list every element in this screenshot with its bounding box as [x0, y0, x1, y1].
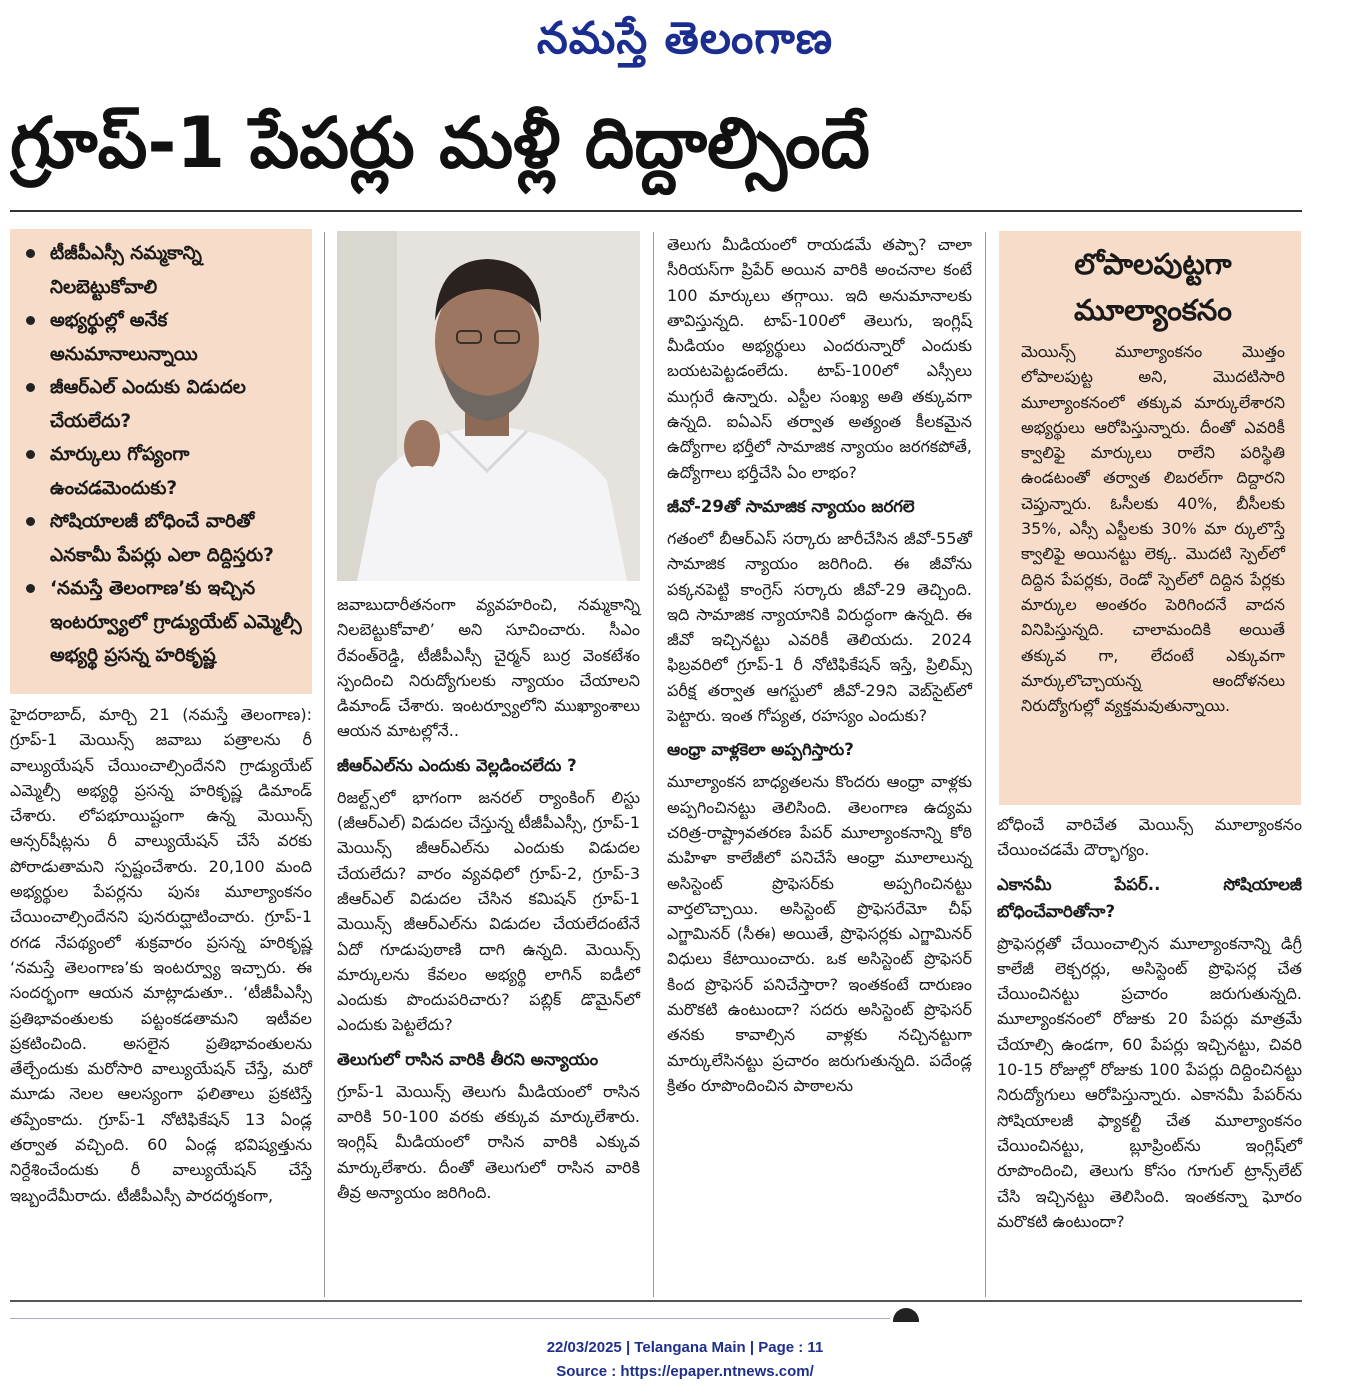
- interviewee-photo: [337, 231, 640, 581]
- article-headline: గ్రూప్‌-1 పేపర్లు మళ్లీ దిద్దాల్సిందే: [10, 102, 870, 184]
- highlights-box: [10, 229, 312, 694]
- section-subhead: జీఆర్‌ఎల్‌ను ఎందుకు వెల్లడించలేదు ?: [337, 755, 577, 775]
- bullet-icon: [26, 249, 35, 258]
- body-paragraph: బోధించే వారిచేత మెయిన్స్‌ మూల్యాంకనం చేయించడమే దౌర్భాగ్యం.: [997, 815, 1302, 860]
- article-column-2: [337, 592, 640, 1205]
- body-paragraph: హైదరాబాద్‌, మార్చి 21 (నమస్తే తెలంగాణ): గ్రూప్‌-1 మెయిన్స్‌ జవాబు పత్రాలను రీ వాల్యుయేషన్‌ చేయించాల్సిందేనని గ్రాడ్యుయేట్‌ ఎమ్మెల్సీ అభ్యర్థి ప్రసన్న హరికృష్ణ డిమాండ్‌ చేశారు. లోపభూయిష్టంగా ఉన్న మెయిన్స్‌ ఆన్సర్‌షీట్లను రీ వాల్యుయేషన్‌ చేసే వరకు పోరాడుతామని స్పష్టంచేశారు. 20,100 మంది అభ్యర్థుల పేపర్లను పునః మూల్యాంకనం చేయించాల్సిందేనని పునరుద్ఘాటించారు. గ్రూప్‌-1 రగడ నేపథ్యంలో శుక్రవారం ప్రసన్న హరికృష్ణ ‘నమస్తే తెలంగాణ’కు ఇంటర్వ్యూ ఇచ్చారు. ఈ సందర్భంగా ఆయన మాట్లాడుతూ.. ‘టీజీపీఎస్సీ ప్రతిభావంతులకు పట్టంకడతామని ఇటీవల ప్రకటించింది. అసలైన ప్రతిభావంతులను తేల్చేందుకు మరోసారి వాల్యుయేషన్‌ చేస్తే, మరో మూడు నెలల ఆలస్యంగా ఫలితాలు ప్రకటిస్తే తప్పేంకాదు. గ్రూప్‌-1 నోటిఫికేషన్‌ 13 ఏండ్ల తర్వాత వచ్చింది. 60 ఏండ్ల భవిష్యత్తును నిర్దేశించేందుకు రీ వాల్యుయేషన్‌ చేస్తే ఇబ్బందేమీరాదు. టీజీపీఎస్సీ పారదర్శకంగా,: [10, 705, 312, 1205]
- highlight-item: ‘నమస్తే తెలంగాణ’కు ఇచ్చిన ఇంటర్వ్యూలో గ్రాడ్యుయేట్‌ ఎమ్మెల్సీ అభ్యర్థి ప్రసన్న హరికృష్ణ: [24, 572, 304, 673]
- body-paragraph: తెలుగు మీడియంలో రాయడమే తప్పా? చాలా సీరియస్‌గా ప్రిపేర్‌ అయిన వారికి అంచనాల కంటే 100 మార్కులు తగ్గాయి. ఇది అనుమానాలకు తావిస్తున్నది. టాప్‌-100లో తెలుగు, ఇంగ్లిష్‌ మీడియం అభ్యర్థులు ఎందరున్నారో ఎందుకు బయటపెట్టడంలేదు. టాప్‌-100లో ఎస్సీలు ముగ్గురే ఉన్నారు. ఎస్టీల సంఖ్య అతి తక్కువగా ఉన్నది. ఐఏఎస్‌ తర్వాత అత్యంత కీలకమైన ఉద్యోగాల భర్తీలో సామాజిక న్యాయం జరగకపోతే, ఉద్యోగాలు భర్తీచేసి ఏం లాభం?: [667, 235, 972, 482]
- highlight-item: టీజీపీఎస్సీ నమ్మకాన్ని నిలబెట్టుకోవాలి: [24, 237, 304, 304]
- page-bottom-rule: [10, 1300, 1302, 1302]
- highlight-item: సోషియాలజీ బోధించే వారితో ఎనకామీ పేపర్లు ఎలా దిద్దిస్తరు?: [24, 505, 304, 572]
- body-paragraph: గతంలో బీఆర్‌ఎస్‌ సర్కారు జారీచేసిన జీవో-55తో సామాజిక న్యాయం జరిగింది. ఈ జీవోను పక్కనపెట్టి కాంగ్రెస్‌ సర్కారు జీవో-29 తెచ్చింది. ఇది సామాజిక న్యాయానికి విరుద్ధంగా ఉన్నది. ఈ జీవో ఇచ్చినట్టు ఎవరికీ తెలియదు. 2024 ఫిబ్రవరిలో గ్రూప్‌-1 రీ నోటిఫికేషన్‌ ఇస్తే, ప్రిలిమ్స్‌ పరీక్ష తర్వాత ఆగస్టులో జీవో-29ని వెబ్‌సైట్‌లో పెట్టారు. ఇంత గోప్యత, రహస్యం ఎందుకు?: [667, 528, 972, 726]
- highlight-item: జీఆర్‌ఎల్‌ ఎందుకు విడుదల చేయలేదు?: [24, 371, 304, 438]
- portrait-illustration: [337, 231, 640, 581]
- sidebar-box-body: మెయిన్స్‌ మూల్యాంకనం మొత్తం లోపాలపుట్ట అని, మొదటిసారి మూల్యాంకనంలో తక్కువ మార్కులేశారని అభ్యర్థులు ఆరోపిస్తున్నారు. దీంతో ఎవరికీ క్వాలిఫై మార్కులు రాలేని పరిస్థితి ఉండటంతో తర్వాత లిబరల్‌గా దిద్దారని చెప్తున్నారు. ఓసీలకు 40%, బీసీలకు 35%, ఎస్సీ ఎస్టీలకు 30% మా ర్కులొస్తే క్వాలిఫై అయినట్టు లెక్క. మొదటి స్పెల్‌లో దిద్దిన పేపర్లకు, రెండో స్పెల్‌లో దిద్దిన పేర్లకు మార్కుల అంతరం పెరిగిందనే వాదన వినిపిస్తున్నది. చాలామందికి అయితే తక్కువ గా, లేదంటే ఎక్కువగా మార్కులొచ్చాయన్న ఆందోళనలు నిరుద్యోగుల్లో వ్యక్తమవుతున్నాయి.: [1021, 342, 1285, 716]
- footer-source-link[interactable]: Source : https://epaper.ntnews.com/: [556, 1363, 814, 1380]
- next-article-marker: [893, 1308, 919, 1322]
- bullet-icon: [26, 584, 35, 593]
- highlight-item: మార్కులు గోప్యంగా ఉంచడమెందుకు?: [24, 438, 304, 505]
- article-column-3: [667, 232, 972, 1098]
- body-paragraph: ప్రొఫెసర్లతో చేయించాల్సిన మూల్యాంకనాన్ని డిగ్రీ కాలేజీ లెక్చరర్లు, అసిస్టెంట్‌ ప్రొఫెసర్ల చేత చేయించినట్టు ప్రచారం జరుగుతున్నది. మూల్యాంకనంలో రోజుకు 20 పేపర్లు మాత్రమే చేయాల్సి ఉండగా, 60 పేపర్లు ఇచ్చినట్టు, చివరి 10-15 రోజుల్లో రోజుకు 100 పేపర్లు దిద్దించినట్టు నిరుద్యోగులు ఆరోపిస్తున్నారు. ఎకానమీ పేపర్‌ను సోషియాలజీ ఫ్యాకల్టీ చేత మూల్యాంకనం చేయించినట్టు, బ్లూప్రింట్‌ను ఇంగ్లిష్‌లో రూపొందించి, తెలుగు కోసం గూగుల్‌ ట్రాన్స్‌లేట్‌ చేసి ఇచ్చినట్టు తెలిసింది. ఇంతకన్నా ఘోరం మరొకటి ఉంటుందా?: [997, 933, 1302, 1231]
- page-bottom-rule-secondary: [10, 1318, 890, 1319]
- page-footer: [0, 1336, 1370, 1384]
- footer-date-page: 22/03/2025 | Telangana Main | Page : 11: [546, 1339, 824, 1356]
- article-column-4: [997, 812, 1302, 1234]
- sidebar-box: [999, 231, 1301, 805]
- headline-rule: [10, 210, 1302, 212]
- section-subhead: జీవో-29తో సామాజిక న్యాయం జరగలె: [667, 496, 915, 516]
- body-paragraph: జవాబుదారీతనంగా వ్యవహరించి, నమ్మకాన్ని నిలబెట్టుకోవాలి’ అని సూచించారు. సీఎం రేవంత్‌రెడ్డి, టీజీపీఎస్సీ చైర్మన్‌ బుర్ర వెంకటేశం స్పందించి నిరుద్యోగులకు న్యాయం చేయాలని డిమాండ్‌ చేశారు. ఇంటర్వ్యూలోని ముఖ్యాంశాలు ఆయన మాటల్లోనే..: [337, 595, 640, 741]
- column-divider: [324, 232, 325, 1297]
- column-divider: [985, 232, 986, 1297]
- highlight-item: అభ్యర్థుల్లో అనేక అనుమానాలున్నాయి: [24, 304, 304, 371]
- bullet-icon: [26, 517, 35, 526]
- bullet-icon: [26, 450, 35, 459]
- section-subhead: ఎకానమీ పేపర్‌.. సోషియాలజీ బోధించేవారితోనా?: [997, 874, 1302, 921]
- body-paragraph: మూల్యాంకన బాధ్యతలను కొందరు ఆంధ్రా వాళ్లకు అప్పగించినట్టు తెలిసింది. తెలంగాణ ఉద్యమ చరిత్ర-రాష్ట్రావతరణ పేపర్‌ మూల్యాంకనాన్ని కోఠి మహిళా కాలేజీలో పనిచేసే ఆంధ్రా మూలాలున్న అసిస్టెంట్‌ ప్రొఫెసర్‌కు అప్పగించినట్టు వార్తలొచ్చాయి. అసిస్టెంట్‌ ప్రొఫెసరేమో చీఫ్‌ ఎగ్జామినర్‌ (సీఈ) అయితే, ప్రొఫెసర్లకు ఎగ్జామినర్‌ విధులు కేటాయించారు. ఒక అసిస్టెంట్‌ ప్రొఫెసర్‌ కింద ప్రొఫెసర్‌ పనిచేస్తారా? ఇంతకంటే దారుణం మరొకటి ఉంటుందా? సదరు అసిస్టెంట్‌ ప్రొఫెసర్‌ తనకు కావాల్సిన వాళ్లకు నచ్చినట్టుగా మార్కులేసినట్టు ప్రచారం జరుగుతున్నది. పదేండ్ల క్రితం రూపొందించిన పాఠాలను: [667, 772, 972, 1095]
- bullet-icon: [26, 383, 35, 392]
- column-divider: [653, 232, 654, 1297]
- body-paragraph: రిజల్ట్స్‌లో భాగంగా జనరల్‌ ర్యాంకింగ్‌ లిస్టు (జీఆర్‌ఎల్‌) విడుదల చేస్తున్న టీజీపీఎస్సీ, గ్రూప్‌-1 మెయిన్స్‌ జీఆర్‌ఎల్‌ను ఎందుకు విడుదల చేయలేదు? వారం వ్యవధిలో గ్రూప్‌-2, గ్రూప్‌-3 జీఆర్‌ఎల్‌ విడుదల చేసిన కమిషన్‌ గ్రూప్‌-1 మెయిన్స్‌ జీఆర్‌ఎల్‌ను విడుదల చేయలేదంటేనే ఏదో గూడుపుఠాణి దాగి ఉన్నది. మెయిన్స్‌ మార్కులను కేవలం అభ్యర్థి లాగిన్‌ ఐడీలో ఎందుకు పొందుపరిచారు? పబ్లిక్‌ డొమైన్‌లో ఎందుకు పెట్టలేదు?: [337, 787, 640, 1035]
- article-column-1: [10, 702, 312, 1208]
- section-subhead: ఆంధ్రా వాళ్లకెలా అప్పగిస్తారు?: [667, 740, 854, 760]
- section-subhead: తెలుగులో రాసిన వారికి తీరని అన్యాయం: [337, 1049, 599, 1069]
- newspaper-masthead: నమస్తే తెలంగాణ: [536, 13, 834, 64]
- bullet-icon: [26, 316, 35, 325]
- body-paragraph: గ్రూప్‌-1 మెయిన్స్‌ తెలుగు మీడియంలో రాసిన వారికి 50-100 వరకు తక్కువ మార్కులేశారు. ఇంగ్లిష్‌ మీడియంలో రాసిన వారికి ఎక్కువ మార్కులేశారు. దీంతో తెలుగులో రాసిన వారికి తీవ్ర అన్యాయం జరిగింది.: [337, 1081, 640, 1202]
- sidebar-box-title: లోపాలపుట్టగా మూల్యాంకనం: [1074, 247, 1232, 327]
